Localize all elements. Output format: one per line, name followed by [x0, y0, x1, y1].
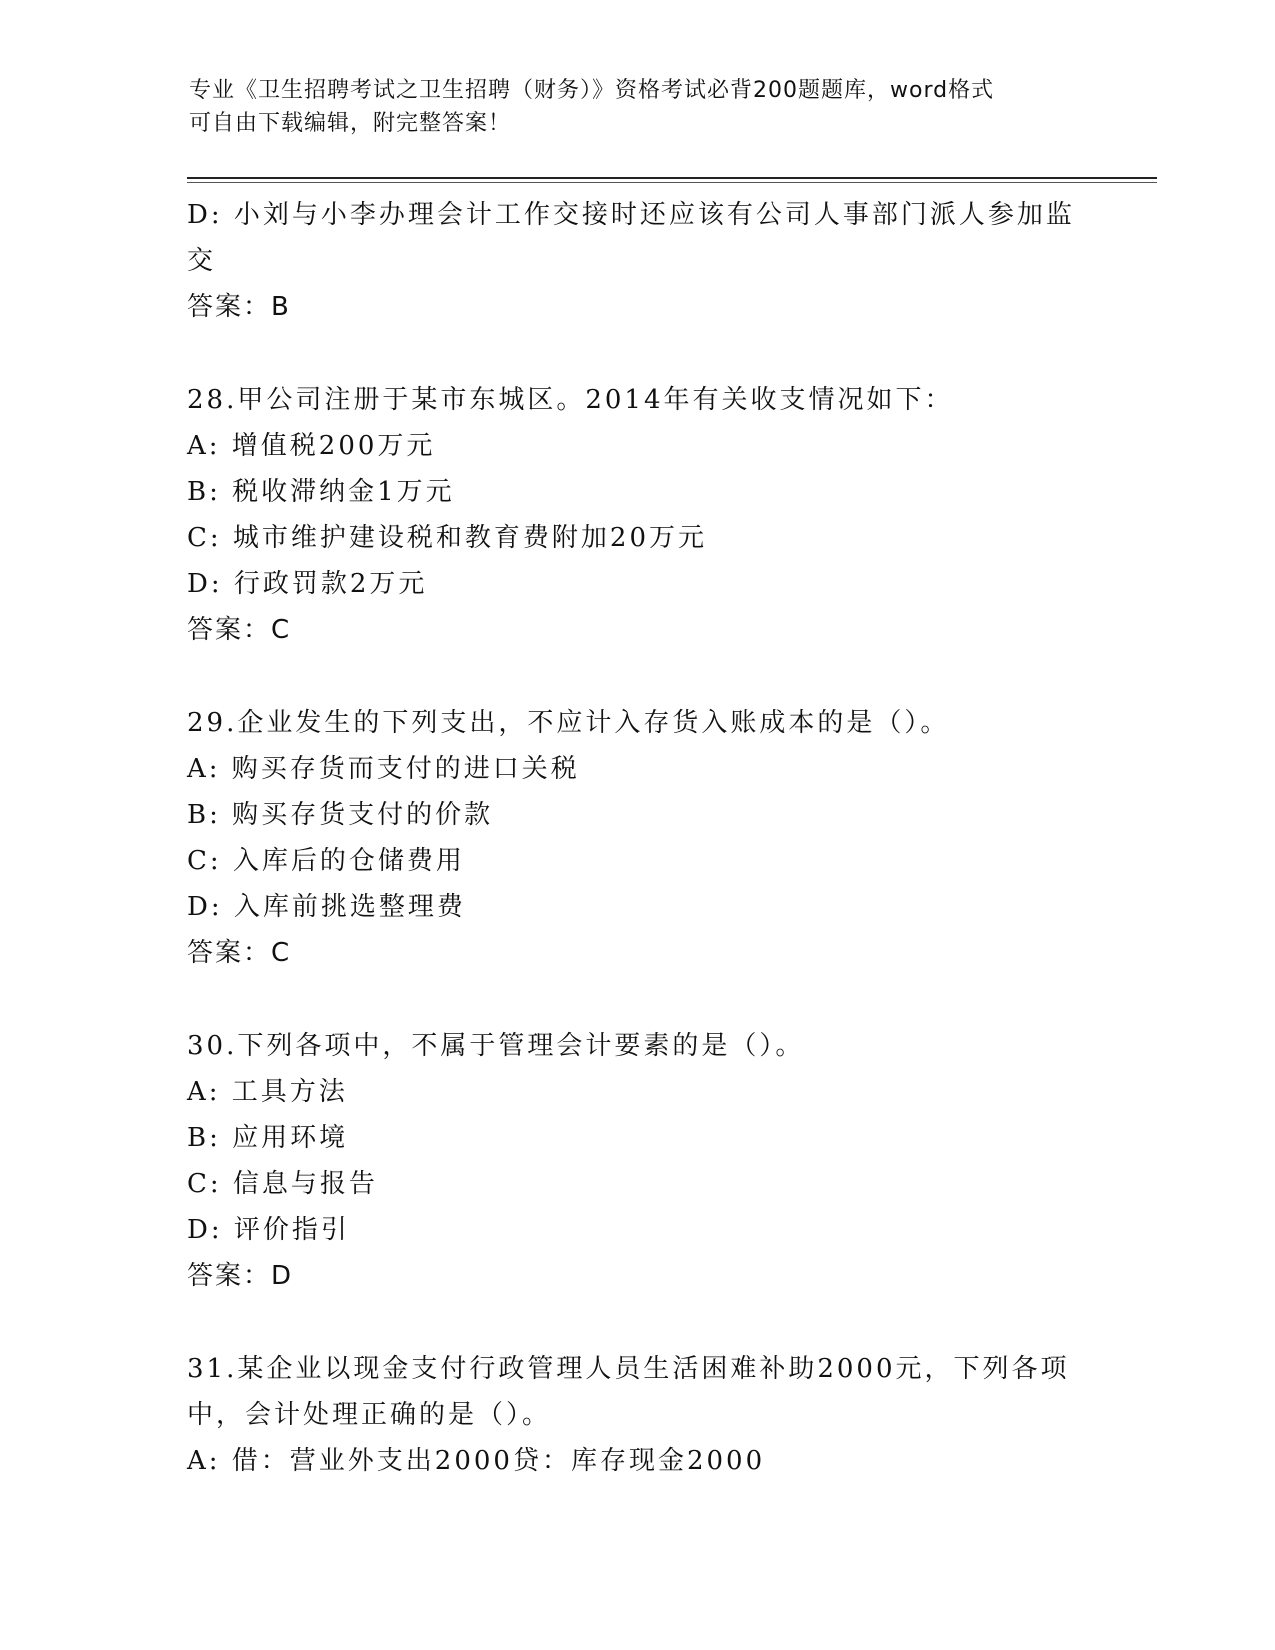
answer-line: 答案：D: [187, 1261, 294, 1291]
question-28: [187, 377, 1087, 653]
question-stem: 29.企业发生的下列支出，不应计入存货入账成本的是（）。: [187, 708, 950, 738]
header-line-1: 专业《卫生招聘考试之卫生招聘（财务）》资格考试必背200题题库，word格式: [189, 78, 995, 103]
option-a: A: 工具方法: [187, 1077, 348, 1107]
option-c: C: 入库后的仓储费用: [187, 846, 465, 876]
option-a: A: 购买存货而支付的进口关税: [187, 754, 580, 784]
question-stem-line-2: 中，会计处理正确的是（）。: [187, 1400, 552, 1430]
option-d: D: 评价指引: [187, 1215, 350, 1245]
option-c: C: 城市维护建设税和教育费附加20万元: [187, 523, 708, 553]
option-b: B: 税收滞纳金1万元: [187, 477, 455, 507]
question-stem: 28.甲公司注册于某市东城区。2014年有关收支情况如下：: [187, 385, 954, 415]
question-gap: [187, 653, 1087, 700]
header-divider-thin: [187, 182, 1157, 183]
option-d: D: 行政罚款2万元: [187, 569, 428, 599]
option-d-line-2: 交: [187, 246, 217, 276]
answer-line: 答案：B: [187, 292, 291, 322]
carryover-question: [187, 192, 1087, 330]
question-content: [187, 192, 1087, 1484]
option-a: A: 增值税200万元: [187, 431, 436, 461]
option-d-line-1: D: 小刘与小李办理会计工作交接时还应该有公司人事部门派人参加监: [187, 200, 1075, 230]
option-c: C: 信息与报告: [187, 1169, 378, 1199]
option-a: A: 借：营业外支出2000贷：库存现金2000: [187, 1446, 766, 1476]
question-gap: [187, 330, 1087, 377]
question-gap: [187, 1299, 1087, 1346]
option-b: B: 购买存货支付的价款: [187, 800, 494, 830]
option-d: D: 入库前挑选整理费: [187, 892, 466, 922]
question-30: [187, 1023, 1087, 1299]
header-divider-thick: [187, 177, 1157, 179]
option-b: B: 应用环境: [187, 1123, 349, 1153]
question-gap: [187, 976, 1087, 1023]
answer-line: 答案：C: [187, 615, 292, 645]
document-header: [189, 74, 1079, 140]
question-29: [187, 700, 1087, 976]
header-line-2: 可自由下载编辑，附完整答案！: [189, 111, 512, 136]
question-stem: 30.下列各项中，不属于管理会计要素的是（）。: [187, 1031, 805, 1061]
question-31: [187, 1346, 1087, 1484]
question-stem-line-1: 31.某企业以现金支付行政管理人员生活困难补助2000元，下列各项: [187, 1354, 1070, 1384]
answer-line: 答案：C: [187, 938, 292, 968]
